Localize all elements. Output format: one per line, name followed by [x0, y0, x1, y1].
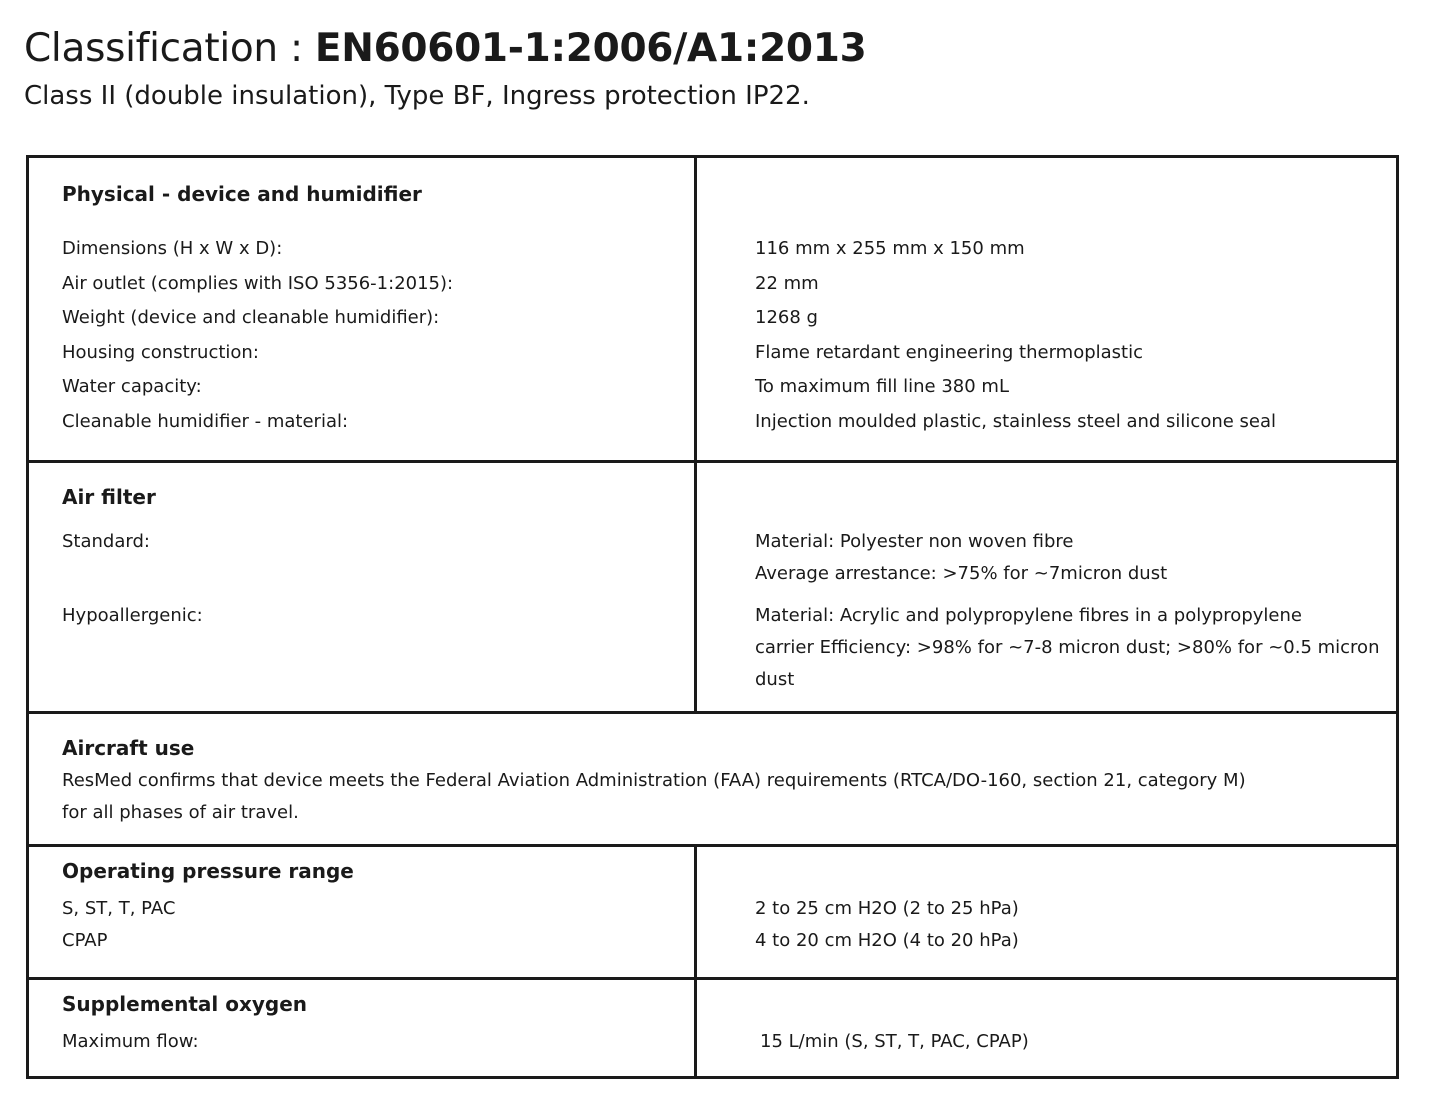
specifications-table: [26, 155, 1399, 1079]
section-heading-oxygen: Supplemental oxygen: [62, 992, 308, 1016]
aircraft-note: for all phases of air travel.: [62, 802, 299, 823]
title-prefix: Classification :: [24, 26, 315, 71]
spec-value: carrier Efficiency: >98% for ~7-8 micron dust; >80% for ~0.5 micron: [755, 637, 1380, 658]
spec-label: Hypoallergenic:: [62, 605, 203, 626]
row-divider: [29, 460, 1396, 463]
row-divider: [29, 711, 1396, 714]
section-heading-air-filter: Air filter: [62, 485, 156, 509]
spec-value: dust: [755, 669, 795, 690]
spec-value: Material: Polyester non woven fibre: [755, 531, 1074, 552]
spec-value: To maximum fill line 380 mL: [755, 376, 1009, 397]
section-heading-pressure: Operating pressure range: [62, 859, 354, 883]
spec-label: Air outlet (complies with ISO 5356-1:2015):: [62, 273, 454, 294]
column-divider: [694, 980, 697, 1079]
column-divider: [694, 847, 697, 977]
spec-value: 15 L/min (S, ST, T, PAC, CPAP): [760, 1031, 1029, 1052]
spec-label: Weight (device and cleanable humidifier):: [62, 307, 440, 328]
aircraft-note: ResMed confirms that device meets the Federal Aviation Administration (FAA) requirements (RTCA/DO-160, section 21, category M): [62, 770, 1246, 791]
spec-label: CPAP: [62, 930, 108, 951]
spec-value: Material: Acrylic and polypropylene fibres in a polypropylene: [755, 605, 1302, 626]
spec-label: Standard:: [62, 531, 150, 552]
column-divider: [694, 158, 697, 460]
section-heading-aircraft: Aircraft use: [62, 736, 195, 760]
spec-label: Water capacity:: [62, 376, 202, 397]
spec-value: 116 mm x 255 mm x 150 mm: [755, 238, 1025, 259]
spec-label: Housing construction:: [62, 342, 259, 363]
spec-value: Average arrestance: >75% for ~7micron dust: [755, 563, 1168, 584]
spec-label: Maximum flow:: [62, 1031, 199, 1052]
row-divider: [29, 977, 1396, 980]
row-divider: [29, 844, 1396, 847]
spec-value: 1268 g: [755, 307, 818, 328]
page-title: [24, 26, 866, 72]
spec-value: 2 to 25 cm H2O (2 to 25 hPa): [755, 898, 1019, 919]
section-heading-physical: Physical - device and humidifier: [62, 182, 422, 206]
spec-value: 4 to 20 cm H2O (4 to 20 hPa): [755, 930, 1019, 951]
spec-value: Flame retardant engineering thermoplastic: [755, 342, 1143, 363]
standard-code: EN60601-1:2006/A1:2013: [314, 26, 867, 71]
spec-label: Cleanable humidifier - material:: [62, 411, 349, 432]
spec-label: S, ST, T, PAC: [62, 898, 176, 919]
column-divider: [694, 463, 697, 711]
spec-label: Dimensions (H x W x D):: [62, 238, 283, 259]
spec-value: Injection moulded plastic, stainless steel and silicone seal: [755, 411, 1277, 432]
spec-value: 22 mm: [755, 273, 819, 294]
classification-subtitle: Class II (double insulation), Type BF, Ingress protection IP22.: [24, 81, 810, 111]
